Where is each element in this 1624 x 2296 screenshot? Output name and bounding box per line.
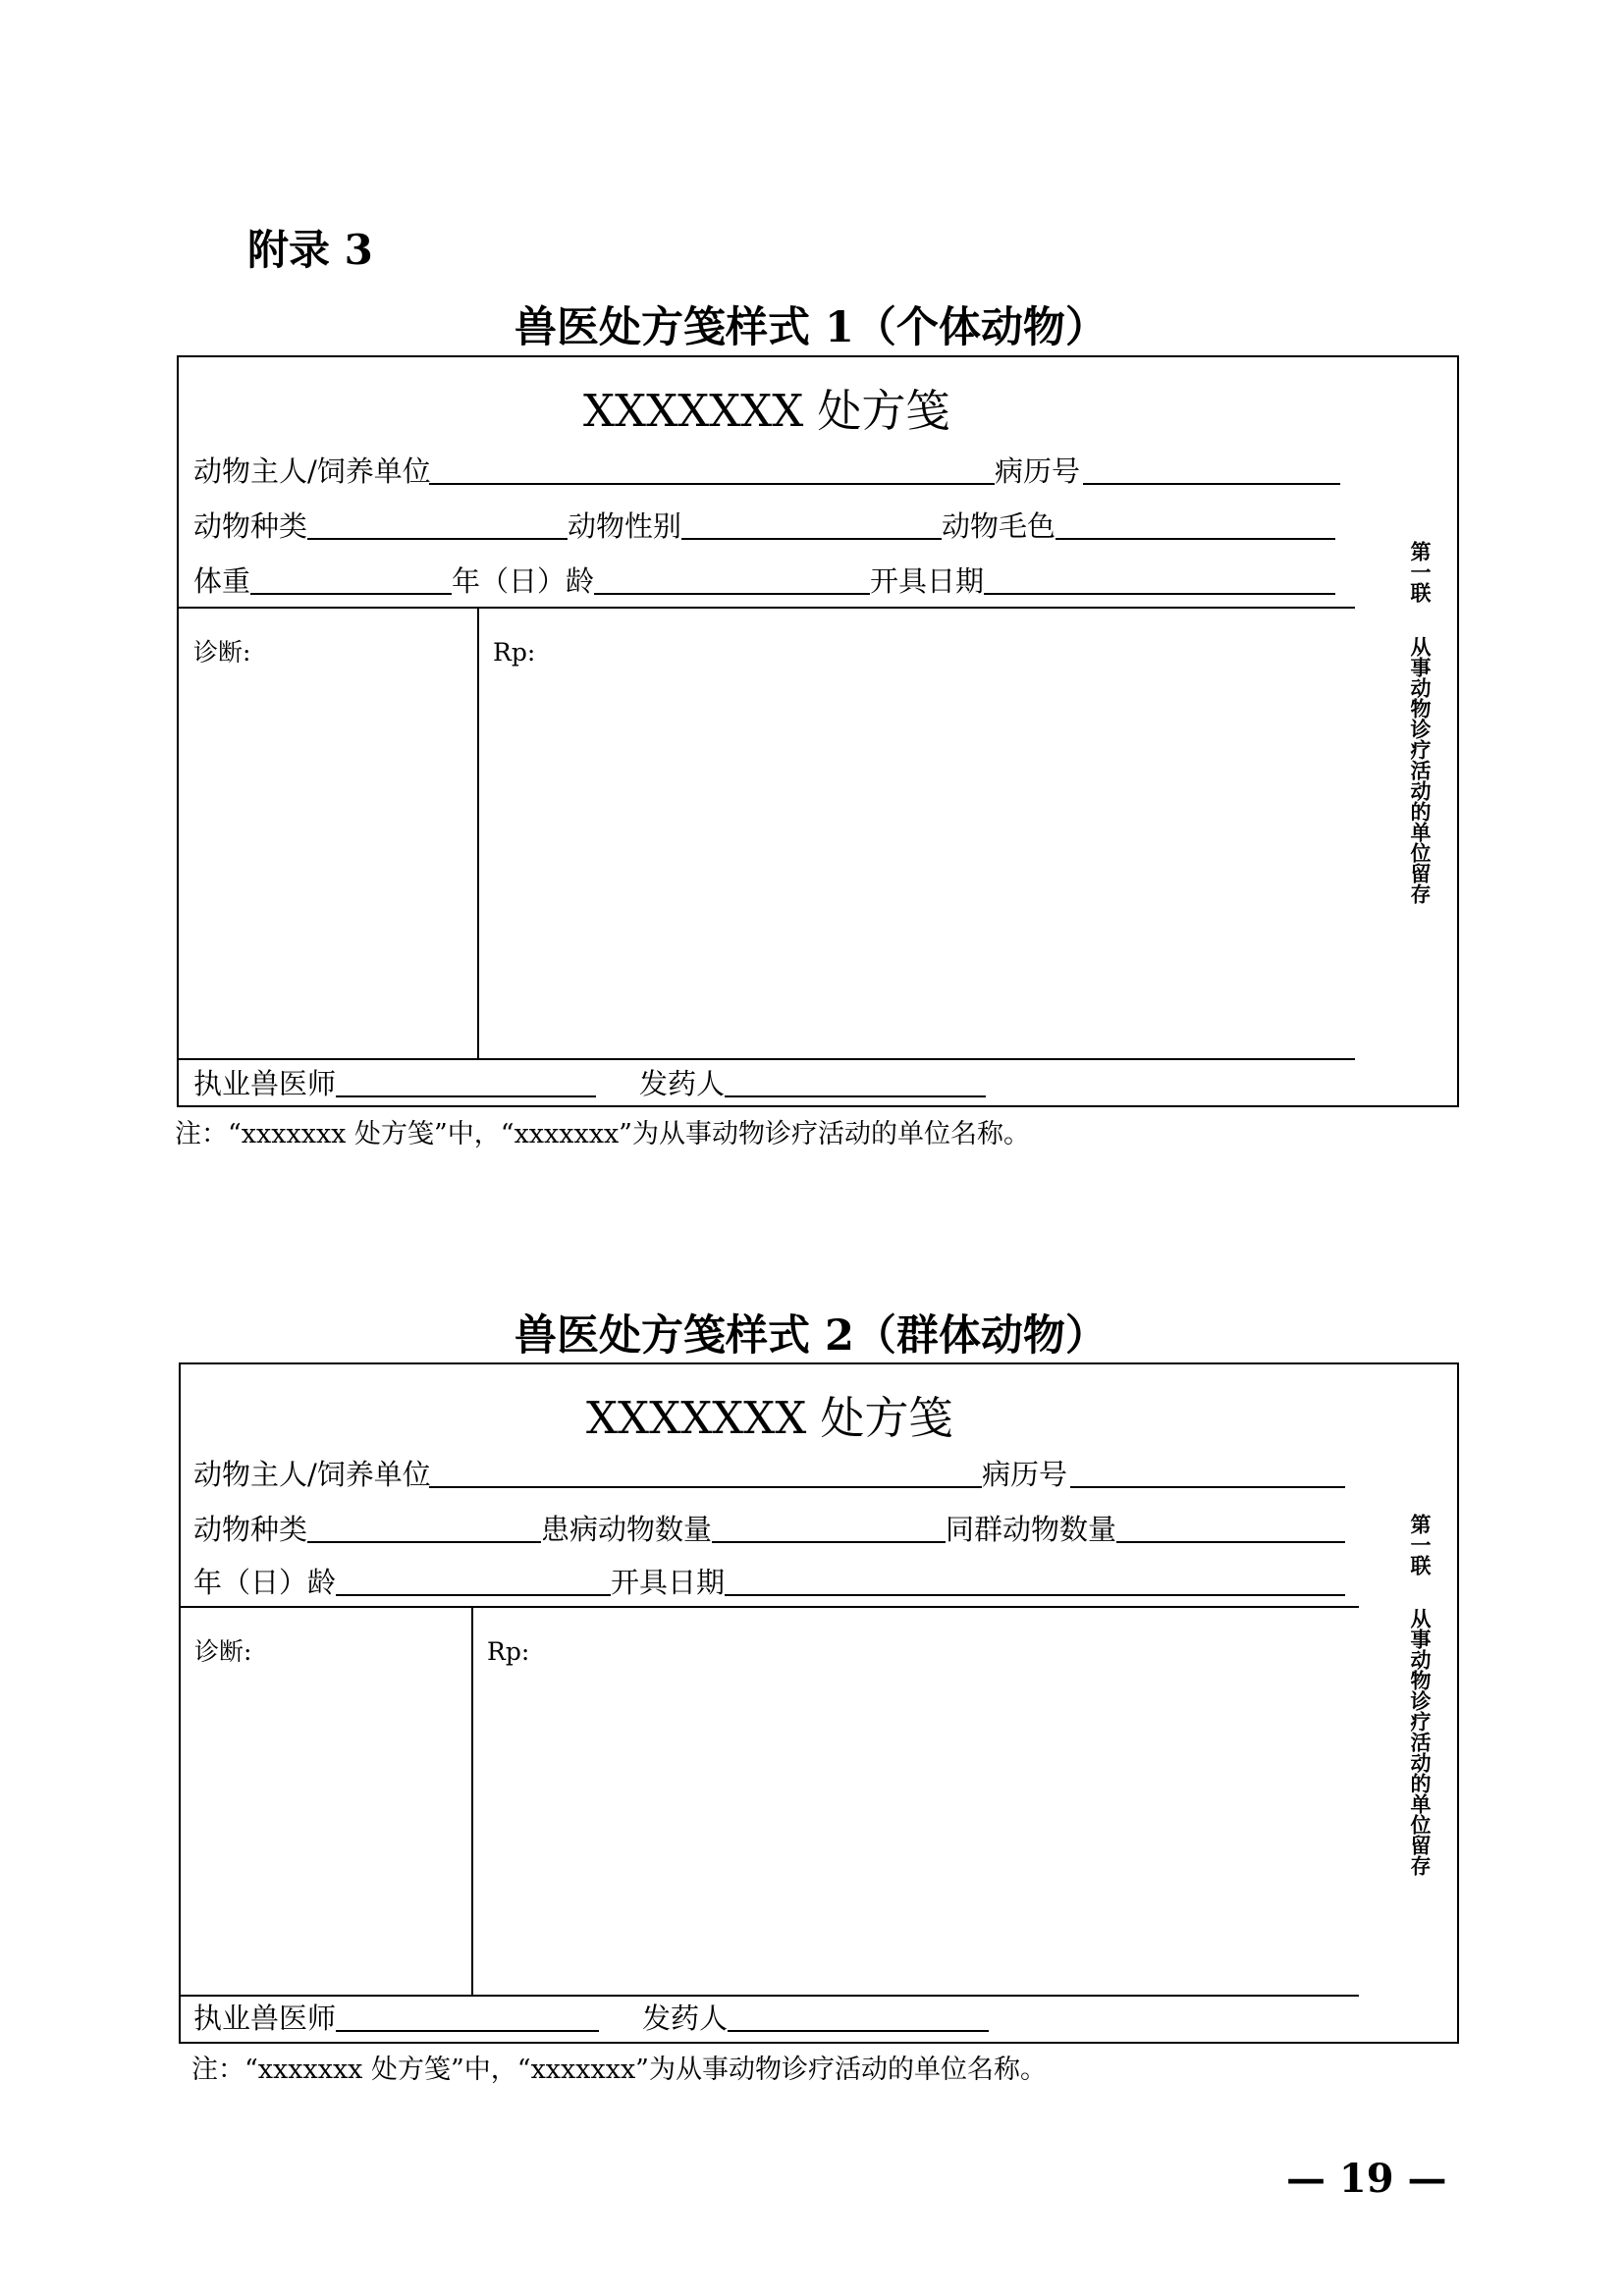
form1-date-label: 开具日期 bbox=[870, 564, 985, 598]
form2-rp-label: Rp: bbox=[487, 1637, 530, 1666]
form1-date-field[interactable] bbox=[984, 593, 1335, 595]
form1-vet-label: 执业兽医师 bbox=[193, 1067, 337, 1100]
form2-date-label: 开具日期 bbox=[611, 1566, 726, 1599]
form1-owner-field[interactable] bbox=[429, 483, 995, 485]
form2-herd-count-label: 同群动物数量 bbox=[946, 1513, 1117, 1546]
form2-side-copy-label: 第一联 bbox=[1408, 1514, 1433, 1575]
form2-age-label: 年（日）龄 bbox=[193, 1566, 337, 1599]
form1-body-top-rule bbox=[177, 607, 1355, 609]
form1-color-label: 动物毛色 bbox=[942, 509, 1056, 543]
form2-owner-label: 动物主人/饲养单位 bbox=[193, 1458, 431, 1491]
form2-age-field[interactable] bbox=[336, 1594, 611, 1596]
form2-vet-label: 执业兽医师 bbox=[193, 2002, 337, 2035]
form2-species-label: 动物种类 bbox=[193, 1513, 308, 1546]
form2-diagnosis-label: 诊断: bbox=[194, 1637, 252, 1666]
form1-body-bottom-rule bbox=[177, 1058, 1355, 1060]
form1-note: 注：“xxxxxxx 处方笺”中，“xxxxxxx”为从事动物诊疗活动的单位名称。 bbox=[175, 1119, 1030, 1149]
form1-heading: XXXXXXX 处方笺 bbox=[583, 385, 950, 437]
form2-title: 兽医处方笺样式 2（群体动物） bbox=[514, 1311, 1108, 1361]
form1-dispenser-label: 发药人 bbox=[639, 1067, 726, 1100]
form1-dispenser-field[interactable] bbox=[725, 1095, 986, 1097]
form1-sex-label: 动物性别 bbox=[568, 509, 682, 543]
form2-sick-count-label: 患病动物数量 bbox=[541, 1513, 713, 1546]
form2-heading: XXXXXXX 处方笺 bbox=[586, 1392, 953, 1444]
form1-age-field[interactable] bbox=[594, 593, 870, 595]
form2-body-divider bbox=[471, 1606, 473, 1996]
form2-vet-field[interactable] bbox=[336, 2030, 599, 2032]
form1-side-copy-label: 第一联 bbox=[1408, 541, 1433, 603]
form1-weight-label: 体重 bbox=[193, 564, 251, 598]
form1-record-label: 病历号 bbox=[995, 454, 1081, 488]
form2-owner-field[interactable] bbox=[429, 1486, 982, 1488]
form2-body-top-rule bbox=[179, 1606, 1359, 1608]
form2-dispenser-field[interactable] bbox=[728, 2030, 989, 2032]
form1-species-label: 动物种类 bbox=[193, 509, 308, 543]
form2-side-retention-text: 从事动物诊疗活动的单位留存 bbox=[1408, 1608, 1433, 1876]
form1-color-field[interactable] bbox=[1056, 538, 1335, 540]
form1-weight-field[interactable] bbox=[250, 593, 452, 595]
form1-species-field[interactable] bbox=[307, 538, 568, 540]
form1-diagnosis-label: 诊断: bbox=[193, 638, 251, 667]
form2-note: 注：“xxxxxxx 处方笺”中，“xxxxxxx”为从事动物诊疗活动的单位名称。 bbox=[191, 2055, 1047, 2085]
form2-date-field[interactable] bbox=[725, 1594, 1345, 1596]
appendix-label: 附录 3 bbox=[247, 226, 373, 274]
form1-body-divider bbox=[477, 607, 479, 1059]
form1-age-label: 年（日）龄 bbox=[452, 564, 595, 598]
page-number: — 19 — bbox=[1286, 2156, 1447, 2202]
form1-side-retention-text: 从事动物诊疗活动的单位留存 bbox=[1408, 636, 1433, 904]
form2-sick-count-field[interactable] bbox=[712, 1541, 946, 1543]
form2-herd-count-field[interactable] bbox=[1116, 1541, 1345, 1543]
form1-record-field[interactable] bbox=[1083, 483, 1340, 485]
form2-record-label: 病历号 bbox=[982, 1458, 1068, 1491]
form1-vet-field[interactable] bbox=[336, 1095, 596, 1097]
form1-owner-label: 动物主人/饲养单位 bbox=[193, 454, 431, 488]
form2-dispenser-label: 发药人 bbox=[642, 2002, 729, 2035]
form1-rp-label: Rp: bbox=[493, 638, 536, 667]
form2-species-field[interactable] bbox=[307, 1541, 541, 1543]
form2-record-field[interactable] bbox=[1070, 1486, 1345, 1488]
form1-sex-field[interactable] bbox=[681, 538, 942, 540]
form1-title: 兽医处方笺样式 1（个体动物） bbox=[514, 303, 1108, 352]
form2-body-bottom-rule bbox=[179, 1995, 1359, 1997]
